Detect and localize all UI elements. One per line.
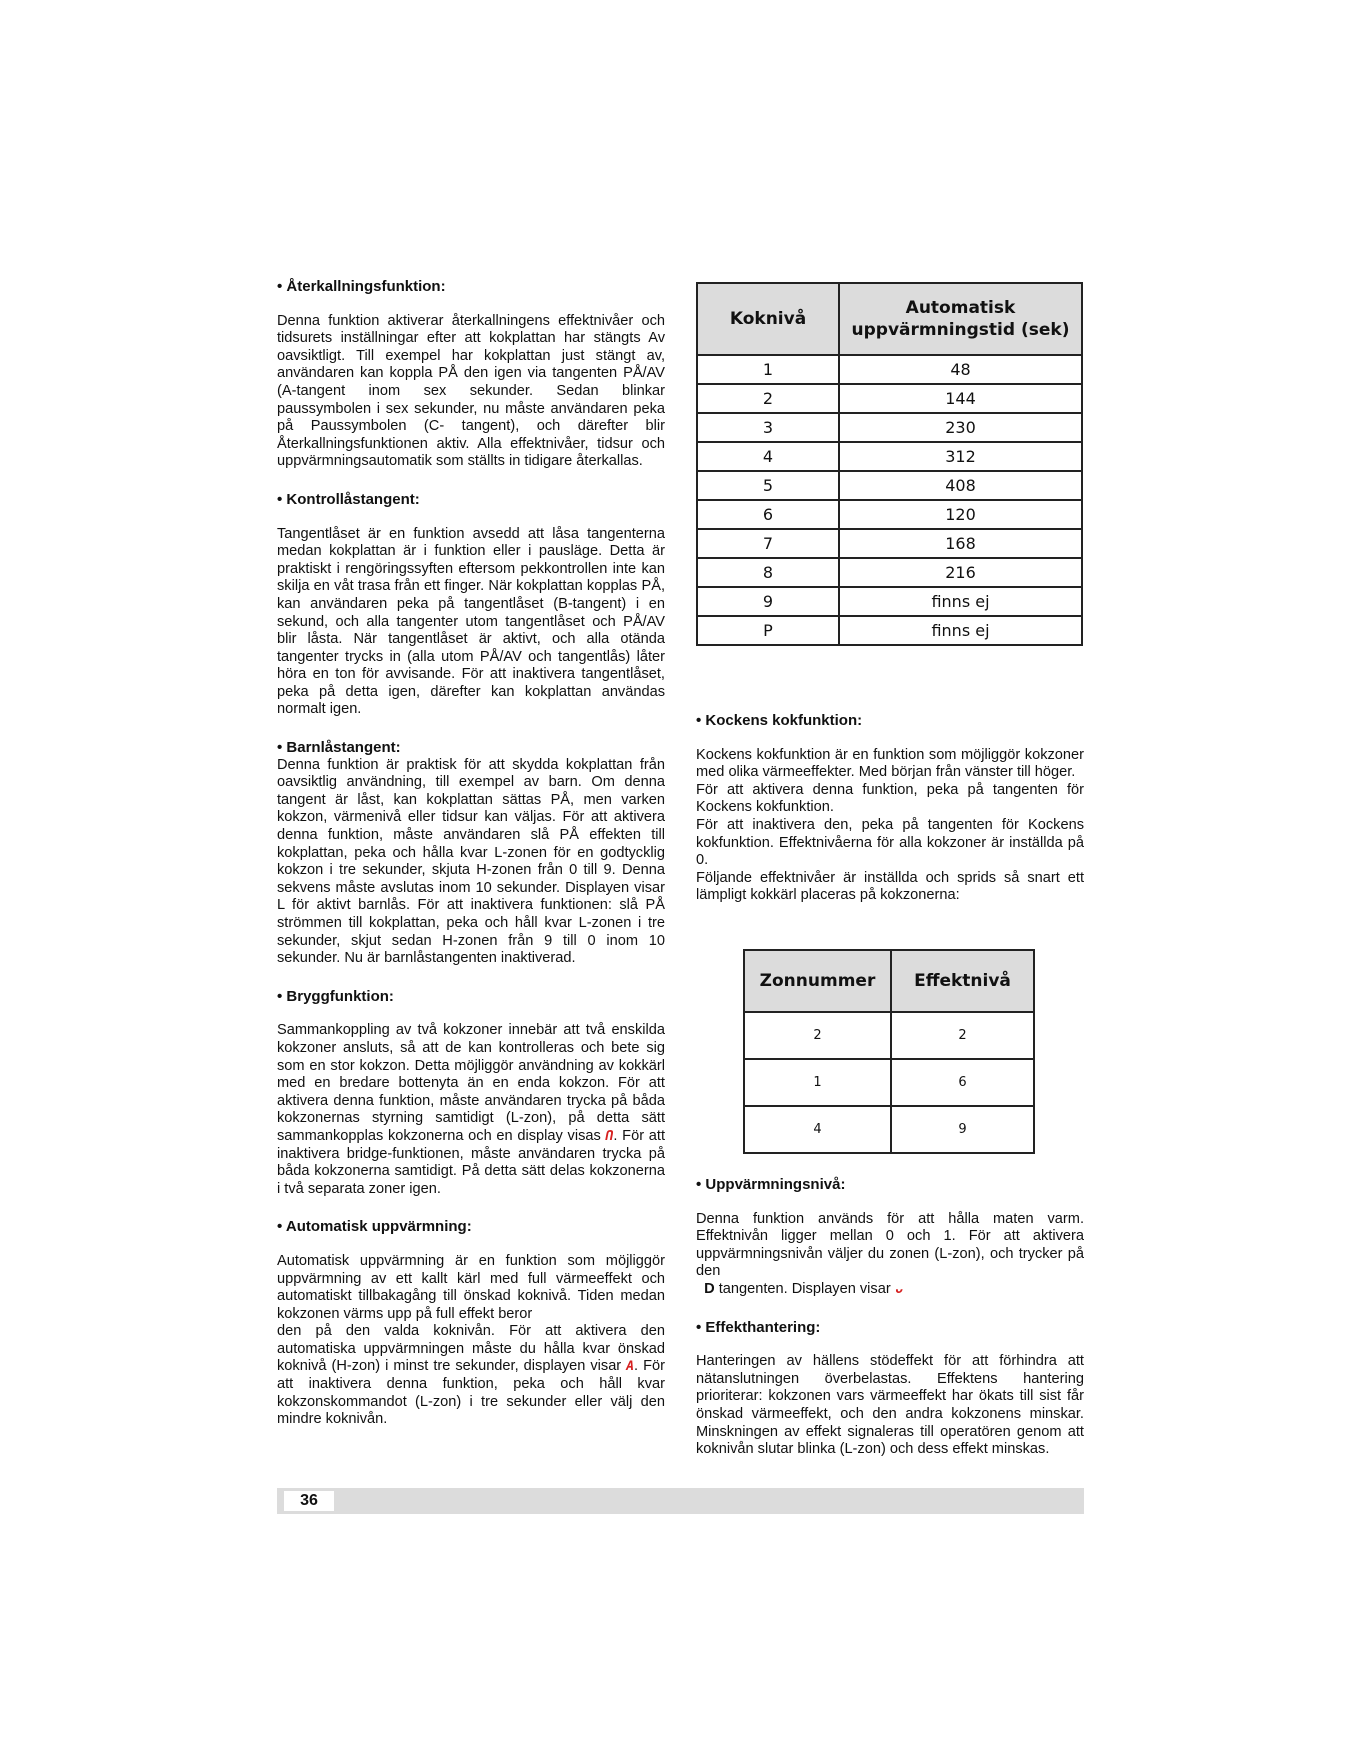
kockens-paragraph-1: Kockens kokfunktion är en funktion som möjliggör kokzoner med olika värmeeffekter. Med början från vänster till höger. — [696, 746, 1084, 781]
table-row — [697, 529, 1082, 558]
zone-cell: 2 — [744, 1012, 891, 1059]
auto-text-1: Automatisk uppvärmning är en funktion som möjliggör uppvärmning av ett kallt kärl med full värmeeffekt och automatiskt tillbakagång till önskad koknivå. Tiden medan kokzonen värms upp på full effekt beror — [277, 1252, 665, 1322]
time-cell: 312 — [839, 442, 1082, 471]
auto-heading: • Automatisk uppvärmning: — [277, 1218, 472, 1236]
warming-display-symbol: ᴗ — [894, 1281, 903, 1297]
level-cell: 4 — [697, 442, 839, 471]
table-row — [697, 442, 1082, 471]
kockens-heading: • Kockens kokfunktion: — [696, 712, 863, 729]
table1-header-time-line1: Automatisk — [905, 298, 1016, 318]
level-cell: 2 — [697, 384, 839, 413]
zone-cell: 1 — [744, 1059, 891, 1106]
time-cell: 216 — [839, 558, 1082, 587]
time-cell: 48 — [839, 355, 1082, 384]
kontroll-text: Tangentlåset är en funktion avsedd att låsa tangenterna medan kokplattan är i funktion eller i pausläge. Detta är praktiskt i rengöringssyften eftersom pekkontrollen inte kan skilja en våt trasa från ett finger. När kokplattan kopplas PÅ, kan användaren peka på tangentlåset (B-tangent) i en sekund, och alla tangenter utom tangentlåset och PÅ/AV blir låsta. När tangentlåset är aktivt, och alla otända tangenter trycks in (alla utom PÅ/AV och tangentlås) låter höra en ton för avvisande. För att inaktivera tangentlåset, peka på detta igen, därefter kan kokplattan användas normalt igen. — [277, 525, 665, 718]
auto-text-part3: . För att inaktivera denna funktion, peka och håll kvar kokzonskommandot (L-zon) i tre sekunder eller välj den mindre koknivån. — [277, 1358, 665, 1428]
table-row — [697, 558, 1082, 587]
left-column — [277, 278, 665, 1429]
page-number: 36 — [284, 1491, 334, 1511]
brygg-text — [277, 1022, 665, 1198]
aterkallning-text: Denna funktion aktiverar återkallningens effektnivåer och tidsurets inställningar efter att kokplattan har stängts Av oavsiktligt. Till exempel har kokplattan just stängt av, användaren kan koppla PÅ den igen via tangenten PÅ/AV (A-tangent inom sex sekunder. Sedan blinkar paussymbolen i sex sekunder, nu måste användaren peka på Paussymbolen (C- tangent), och därefter blir Återkallningsfunktionen aktiv. Alla effektnivåer, tidsur och uppvärmningsautomatik som ställts in tidigare återkallas. — [277, 312, 665, 470]
time-cell: 230 — [839, 413, 1082, 442]
brygg-heading: • Bryggfunktion: — [277, 987, 394, 1005]
chef-cooking-table — [743, 949, 1035, 1154]
warming-section — [696, 1176, 1084, 1459]
level-cell: 1 — [697, 355, 839, 384]
kockens-paragraph-4: Följande effektnivåer är inställda och sprids så snart ett lämpligt kokkärl placeras på kokzonerna: — [696, 869, 1084, 904]
table-row — [744, 1059, 1034, 1106]
uppvarm-key-letter: D — [704, 1280, 715, 1297]
level-cell: P — [697, 616, 839, 645]
table-row — [697, 355, 1082, 384]
kockens-section — [696, 712, 1084, 905]
brygg-text-part1: Sammankoppling av två kokzoner innebär att två enskilda kokzoner ansluts, så att de kan kontrolleras och bete sig som en stor kokzon. Detta möjliggör användning av kokkärl med en bredare bottenyta än en enda kokzon. För att aktivera denna funktion, måste användaren trycka på båda kokzonernas styrning samtidigt (L-zon), på detta sätt sammankopplas kokzonerna och en display visas — [277, 1022, 665, 1144]
auto-display-symbol: A — [626, 1359, 635, 1375]
power-level-cell: 6 — [891, 1059, 1034, 1106]
power-level-cell: 2 — [891, 1012, 1034, 1059]
table-row — [697, 500, 1082, 529]
table-row — [697, 384, 1082, 413]
barn-text: Denna funktion är praktisk för att skydda kokplattan från oavsiktlig användning, till exempel av barn. Om denna tangent är låst, kan kokplattan sättas PÅ, men varken kokzon, värmenivå eller tidsur kan väljas. För att aktivera denna funktion, måste användaren slå PÅ effekten till kokplattan, peka och hålla kvar L-zonen för en godtycklig kokzon i tre sekunder, skjuta H-zonen från 0 till 9. Denna sekvens måste avslutas inom 10 sekunder. Displayen visar L för aktivt barnlås. För att inaktivera funktionen: slå PÅ strömmen till kokplattan, peka och håll kvar L-zonen i tre sekunder, skjut sedan H-zonen från 9 till 0 inom 10 sekunder. Nu är barnlåstangenten inaktiverad. — [277, 756, 665, 967]
brygg-text-part2: . För att inaktivera bridge-funktionen, måste användaren trycka på båda kokzonerna samtidigt. På detta sätt delas kokzonerna i två separata zoner igen. — [277, 1127, 666, 1197]
table-row — [697, 413, 1082, 442]
zone-cell: 4 — [744, 1106, 891, 1153]
uppvarm-text-part1: Denna funktion används för att hålla maten varm. Effektnivån ligger mellan 0 och 1. För att aktivera uppvärmningsnivån väljer du zonen (L-zon), och trycker på den — [696, 1210, 1084, 1280]
footer-bar — [277, 1488, 1084, 1514]
level-cell: 9 — [697, 587, 839, 616]
table2-header-zone: Zonnummer — [744, 950, 891, 1012]
table1-header-time-line2: uppvärmningstid (sek) — [851, 320, 1070, 340]
time-cell: finns ej — [839, 587, 1082, 616]
time-cell: 408 — [839, 471, 1082, 500]
kontroll-heading: • Kontrollåstangent: — [277, 490, 420, 508]
level-cell: 7 — [697, 529, 839, 558]
level-cell: 8 — [697, 558, 839, 587]
uppvarm-heading: • Uppvärmningsnivå: — [696, 1176, 846, 1193]
effekt-text: Hanteringen av hällens stödeffekt för att förhindra att nätanslutningen överbelastas. Effektens hantering prioriterar: kokzonen vars värmeeffekt har ökats till sist får önskad värmeeffekt, och den andra kokzonens minskar. Minskningen av effekt signaleras till operatören genom att koknivån slutar blinka (L-zon) och dess effekt minskas. — [696, 1353, 1084, 1458]
uppvarm-text — [696, 1211, 1084, 1299]
aterkallning-heading: • Återkallningsfunktion: — [277, 278, 446, 295]
barn-heading: • Barnlåstangent: — [277, 739, 401, 757]
time-cell: 120 — [839, 500, 1082, 529]
uppvarm-text-part2: tangenten. Displayen visar — [718, 1280, 891, 1297]
auto-text-part2: den på den valda koknivån. För att aktivera den automatiska uppvärmningen måste du hålla kvar önskad koknivå (H-zon) i minst tre sekunder, displayen visar — [277, 1323, 665, 1375]
kockens-paragraph-3: För att inaktivera den, peka på tangenten för Kockens kokfunktion. Effektnivåerna för alla kokzoner är inställda på 0. — [696, 816, 1084, 869]
time-cell: finns ej — [839, 616, 1082, 645]
level-cell: 3 — [697, 413, 839, 442]
power-level-cell: 9 — [891, 1106, 1034, 1153]
auto-heating-table — [696, 282, 1083, 646]
kockens-paragraph-2: För att aktivera denna funktion, peka på tangenten för Kockens kokfunktion. — [696, 781, 1084, 816]
level-cell: 6 — [697, 500, 839, 529]
table-row — [697, 471, 1082, 500]
table1-header-level: Koknivå — [697, 283, 839, 355]
table-row — [697, 587, 1082, 616]
auto-text-2 — [277, 1323, 665, 1429]
table1-header-time — [839, 283, 1082, 355]
table-row — [697, 616, 1082, 645]
bridge-display-symbol: Ո — [605, 1128, 614, 1144]
effekt-heading: • Effekthantering: — [696, 1318, 821, 1336]
time-cell: 168 — [839, 529, 1082, 558]
table-row — [744, 1106, 1034, 1153]
table-row — [744, 1012, 1034, 1059]
table2-header-level: Effektnivå — [891, 950, 1034, 1012]
time-cell: 144 — [839, 384, 1082, 413]
level-cell: 5 — [697, 471, 839, 500]
